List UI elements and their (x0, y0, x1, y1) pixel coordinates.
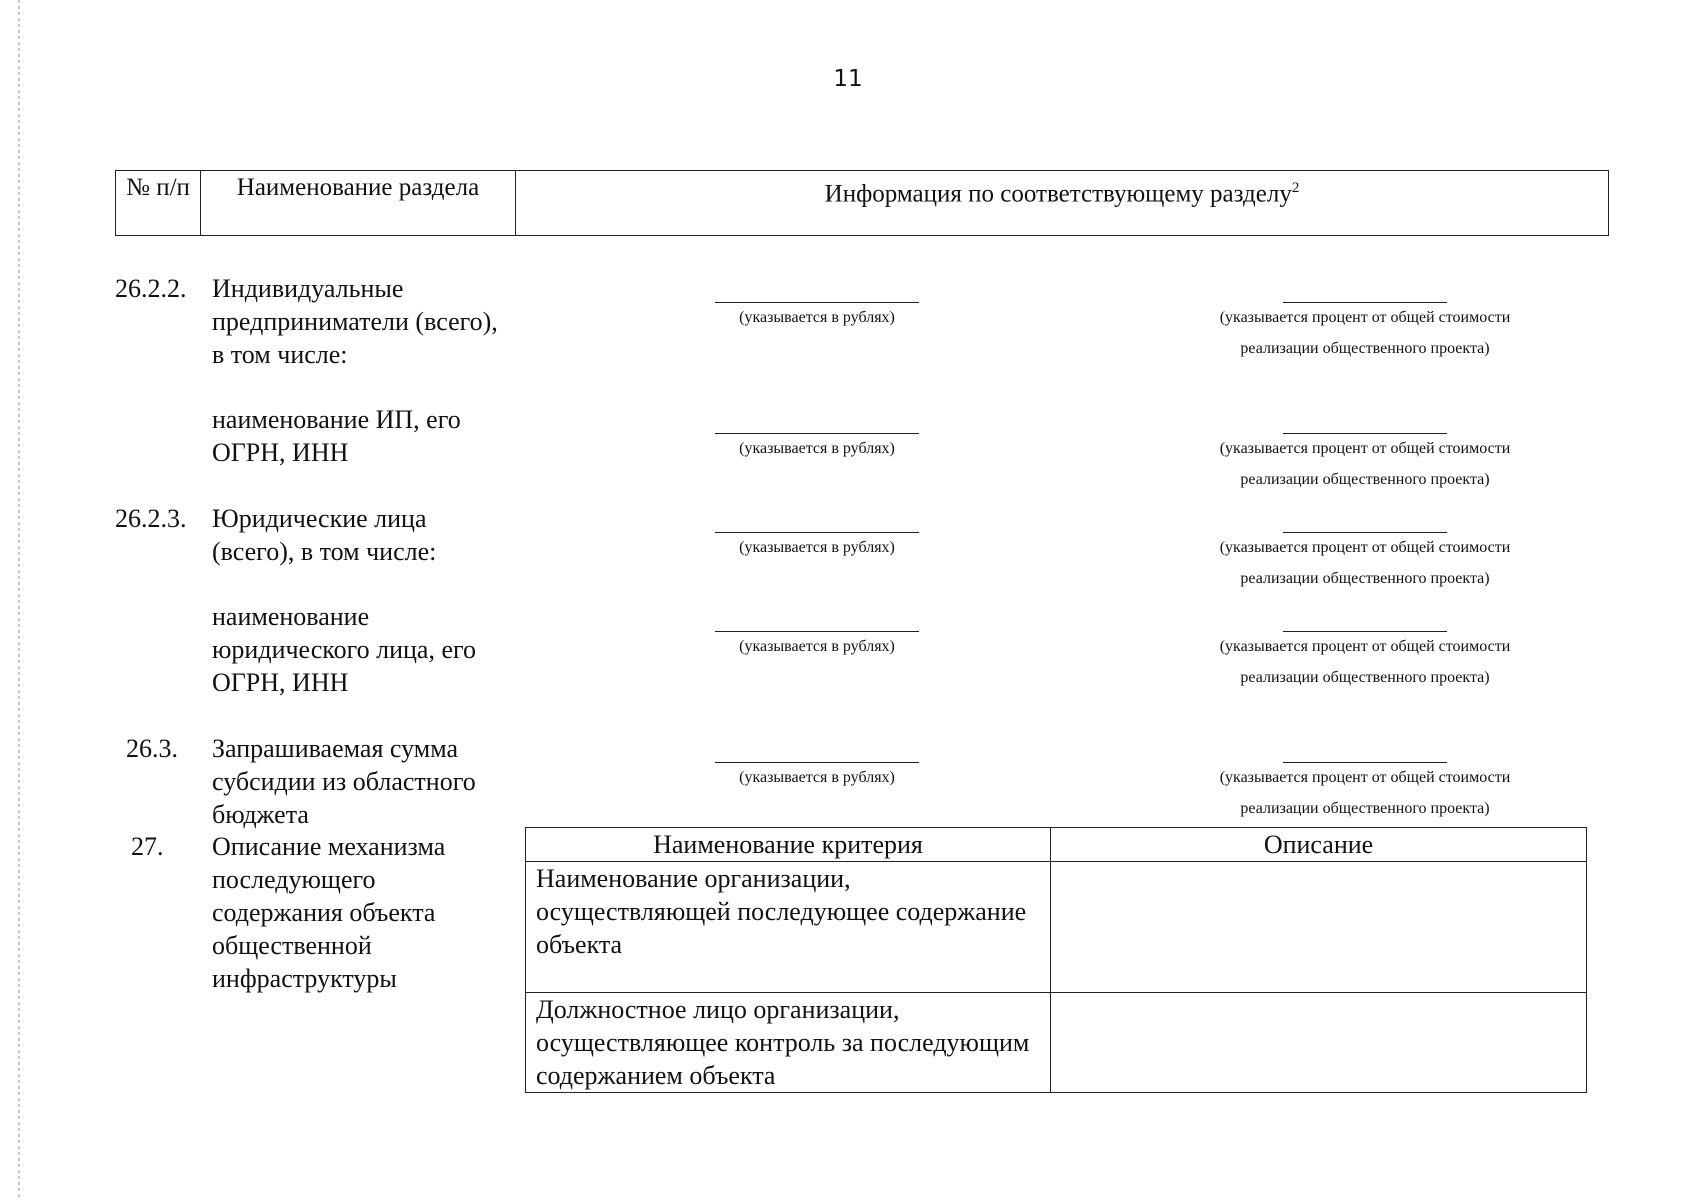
row-label: наименование юридического лица, его ОГРН, ИНН (212, 602, 477, 697)
percent-hint-line1: (указывается процент от общей стоимости (1219, 440, 1511, 457)
row-label: Запрашиваемая сумма субсидии из областного бюджета (212, 734, 476, 829)
criteria-description-cell[interactable] (1051, 993, 1587, 1093)
row-number: 26.2.3. (115, 504, 187, 533)
percent-field[interactable] (1190, 762, 1540, 825)
percent-field[interactable] (1190, 631, 1540, 694)
criteria-header-row (526, 828, 1587, 862)
percent-hint-line1: (указывается процент от общей стоимости (1219, 539, 1511, 556)
rubles-field[interactable] (715, 762, 919, 794)
row-label: Описание механизма последующего содержания объекта общественной инфраструктуры (212, 832, 446, 993)
percent-hint-line2: реализации общественного проекта) (1240, 800, 1490, 817)
rubles-field[interactable] (715, 532, 919, 564)
criteria-header-name: Наименование критерия (526, 828, 1051, 862)
rubles-hint: (указывается в рублях) (739, 309, 895, 326)
header-info-text: Информация по соответствующему разделу (824, 180, 1292, 208)
criteria-row (526, 993, 1587, 1093)
criteria-name-cell: Должностное лицо организации, осуществляющее контроль за последующим содержанием объекта (526, 993, 1051, 1093)
percent-hint-line2: реализации общественного проекта) (1240, 340, 1490, 357)
criteria-name-cell: Наименование организации, осуществляющей последующее содержание объекта (526, 862, 1051, 993)
row-number: 27. (131, 832, 164, 861)
row-label: Индивидуальные предприниматели (всего), в том числе: (212, 274, 498, 369)
percent-hint-line1: (указывается процент от общей стоимости (1219, 638, 1511, 655)
header-section-cell: Наименование раздела (201, 171, 516, 236)
row-number: 26.2.2. (115, 274, 187, 303)
rubles-field[interactable] (715, 631, 919, 663)
rubles-hint: (указывается в рублях) (739, 769, 895, 786)
row-label: наименование ИП, его ОГРН, ИНН (212, 405, 461, 467)
rubles-hint: (указывается в рублях) (739, 539, 895, 556)
percent-hint-line2: реализации общественного проекта) (1240, 570, 1490, 587)
header-row (116, 171, 1609, 236)
header-num-cell: № п/п (116, 171, 201, 236)
criteria-description-cell[interactable] (1051, 862, 1587, 993)
row-number: 26.3. (126, 734, 178, 763)
page-edge-shadow (18, 0, 20, 1200)
footnote-mark: 2 (1291, 180, 1300, 196)
percent-field[interactable] (1190, 433, 1540, 496)
criteria-table (525, 827, 1587, 1093)
header-info-cell (516, 171, 1609, 236)
percent-field[interactable] (1190, 532, 1540, 595)
percent-hint-line1: (указывается процент от общей стоимости (1219, 769, 1511, 786)
criteria-row (526, 862, 1587, 993)
rubles-hint: (указывается в рублях) (739, 440, 895, 457)
percent-field[interactable] (1190, 302, 1540, 365)
percent-hint-line1: (указывается процент от общей стоимости (1219, 309, 1511, 326)
row-label: Юридические лица (всего), в том числе: (212, 504, 437, 566)
rubles-field[interactable] (715, 302, 919, 334)
rubles-hint: (указывается в рублях) (739, 638, 895, 655)
percent-hint-line2: реализации общественного проекта) (1240, 471, 1490, 488)
percent-hint-line2: реализации общественного проекта) (1240, 669, 1490, 686)
section-header-table (115, 170, 1609, 236)
page-number: 11 (833, 66, 863, 92)
rubles-field[interactable] (715, 433, 919, 465)
criteria-header-description: Описание (1051, 828, 1587, 862)
